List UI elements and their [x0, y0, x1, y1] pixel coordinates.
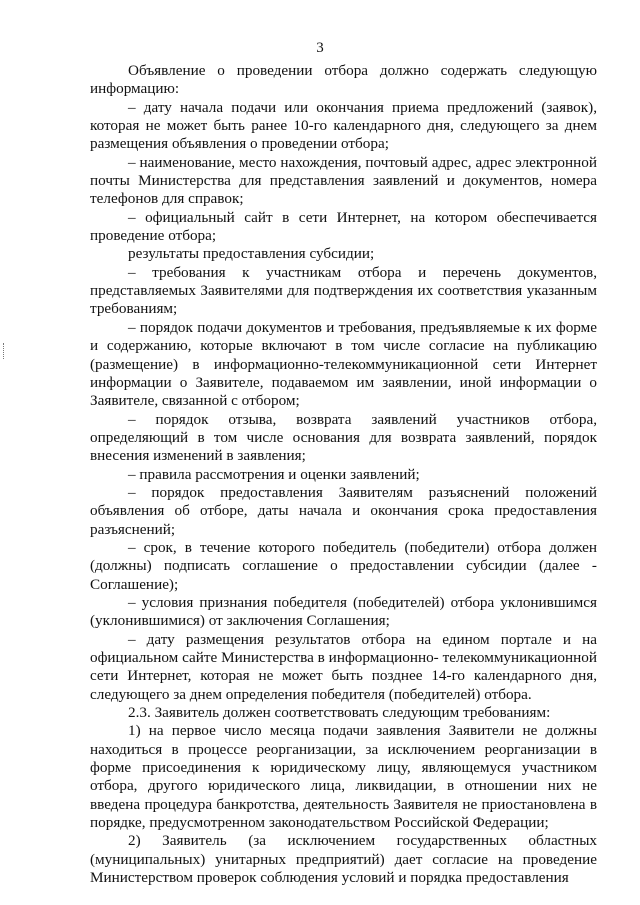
paragraph: – наименование, место нахождения, почтовый адрес, адрес электронной почты Министерства для представления заявлений и документов, номера телефонов для справок; [90, 153, 597, 208]
page-number: 3 [316, 40, 324, 56]
paragraph: 1) на первое число месяца подачи заявления Заявители не должны находиться в процессе реорганизации, за исключением реорганизации в форме присоединения к юридическому лицу, являющемуся участником отбора, другого юридического лица, ликвидации, в отношении них не введена процедура банкротства, деятельность Заявителя не приостановлена в порядке, предусмотренном законодательством Российской Федерации; [90, 722, 597, 832]
paragraph: – срок, в течение которого победитель (победители) отбора должен (должны) подписать соглашение о предоставлении субсидии (далее - Соглашение); [90, 538, 597, 593]
paragraph: – порядок отзыва, возврата заявлений участников отбора, определяющий в том числе основания для возврата заявлений, порядок внесения изменений в заявления; [90, 410, 597, 465]
document-body [90, 62, 597, 887]
paragraph: – дату начала подачи или окончания приема предложений (заявок), которая не может быть ранее 10-го календарного дня, следующего за днем размещения объявления о проведении отбора; [90, 98, 597, 153]
paragraph: – порядок подачи документов и требования, предъявляемые к их форме и содержанию, которые включают в том числе согласие на публикацию (размещение) в информационно-телекоммуникационной сети Интернет информации о Заявителе, подаваемом им заявлении, иной информации о Заявителе, связанной с отбором; [90, 318, 597, 410]
paragraph: 2) Заявитель (за исключением государственных областных (муниципальных) унитарных предприятий) дает согласие на проведение Министерством проверок соблюдения условий и порядка предоставления [90, 832, 597, 887]
paragraph: – официальный сайт в сети Интернет, на котором обеспечивается проведение отбора; [90, 208, 597, 245]
margin-mark [3, 343, 6, 359]
paragraph: 2.3. Заявитель должен соответствовать следующим требованиям: [128, 704, 551, 722]
paragraph: – порядок предоставления Заявителям разъяснений положений объявления об отборе, даты начала и окончания срока предоставления разъяснений; [90, 483, 597, 538]
paragraph: – требования к участникам отбора и перечень документов, представляемых Заявителями для подтверждения их соответствия указанным требованиям; [90, 263, 597, 318]
paragraph: результаты предоставления субсидии; [128, 245, 375, 263]
paragraph: – правила рассмотрения и оценки заявлений; [128, 465, 420, 483]
paragraph: – условия признания победителя (победителей) отбора уклонившимся (уклонившимися) от заключения Соглашения; [90, 593, 597, 630]
paragraph: Объявление о проведении отбора должно содержать следующую информацию: [90, 62, 597, 98]
paragraph: – дату размещения результатов отбора на едином портале и на официальном сайте Министерства в информационно- телекоммуникационной сети Интернет, которая не может быть позднее 14-го календарного дня, следующего за днем определения победителя (победителей) отбора. [90, 630, 597, 703]
